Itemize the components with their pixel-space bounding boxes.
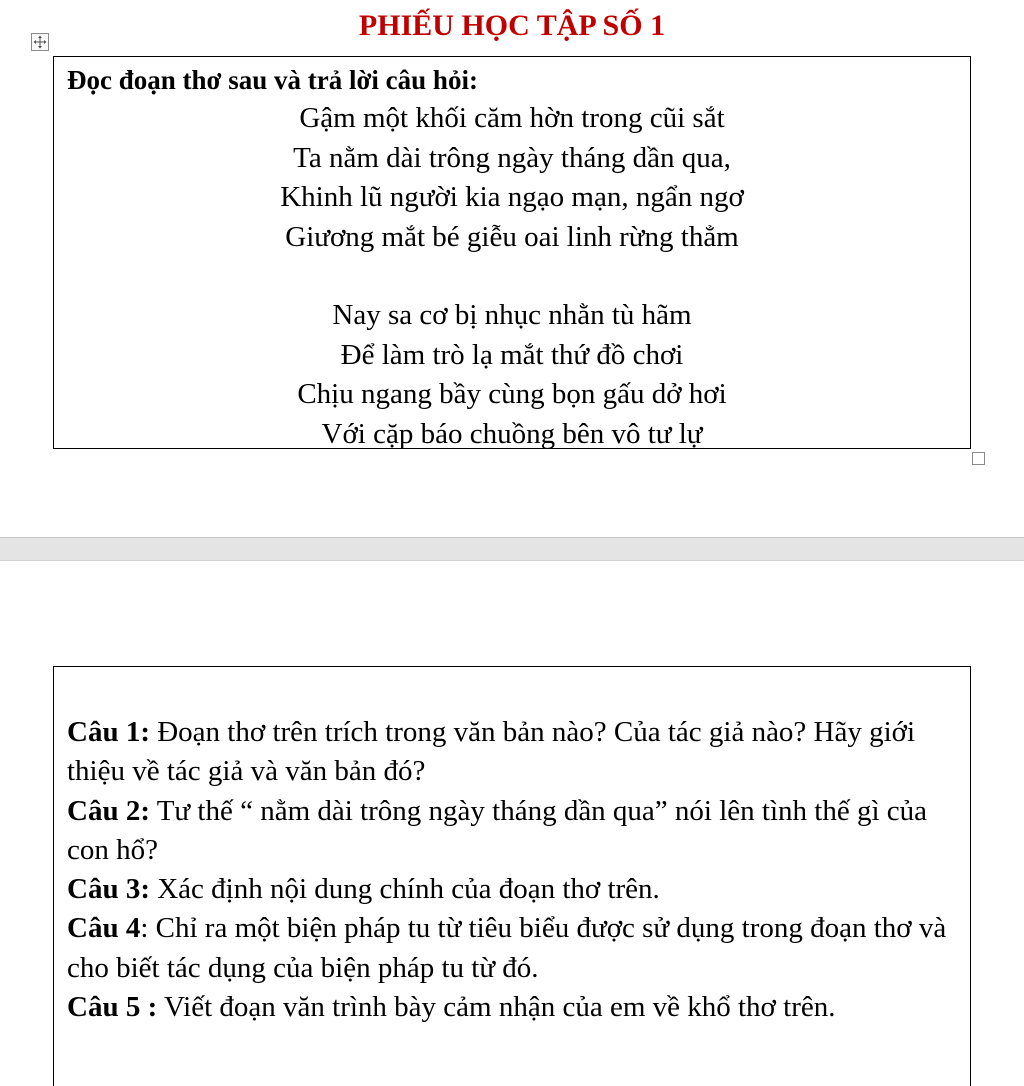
table-move-handle-icon[interactable]: [31, 33, 49, 51]
poem-line: Giương mắt bé giễu oai linh rừng thẳm: [285, 220, 739, 253]
question-item: [67, 988, 967, 1027]
poem-line: Với cặp báo chuồng bên vô tư lự: [321, 417, 703, 449]
poem-excerpt: [54, 99, 970, 449]
question-text: Viết đoạn văn trình bày cảm nhận của em về khổ thơ trên.: [157, 991, 836, 1024]
page-separator: [0, 537, 1024, 561]
poem-line: Khinh lũ người kia ngạo mạn, ngẩn ngơ: [280, 181, 744, 213]
worksheet-title: PHIẾU HỌC TẬP SỐ 1: [358, 9, 666, 42]
question-item: [67, 713, 967, 792]
question-item: [67, 909, 967, 988]
poem-line: Ta nằm dài trông ngày tháng dần qua,: [293, 141, 731, 174]
question-text: : Chỉ ra một biện pháp tu từ tiêu biểu được sử dụng trong đoạn thơ và cho biết tác dụng của biện pháp tu từ đó.: [67, 912, 947, 984]
question-text: Xác định nội dung chính của đoạn thơ trên.: [149, 873, 660, 906]
question-label: Câu 4: [67, 912, 141, 945]
question-label: Câu 5 :: [67, 991, 158, 1024]
question-label: Câu 3:: [67, 873, 150, 906]
poem-line: Chịu ngang bầy cùng bọn gấu dở hơi: [297, 378, 727, 410]
question-item: [67, 870, 967, 909]
poem-line: Để làm trò lạ mắt thứ đồ chơi: [340, 338, 684, 371]
question-text: Tư thế “ nằm dài trông ngày tháng dần qua” nói lên tình thế gì của con hổ?: [67, 794, 928, 866]
reading-instruction: Đọc đoạn thơ sau và trả lời câu hỏi:: [67, 65, 478, 95]
poem-line: Gậm một khối căm hờn trong cũi sắt: [299, 102, 725, 134]
poem-table: [53, 56, 971, 449]
four-way-arrow-icon: [32, 34, 48, 50]
question-list: [67, 713, 967, 1027]
question-text: Đoạn thơ trên trích trong văn bản nào? Của tác giả nào? Hãy giới thiệu về tác giả và văn bản đó?: [67, 716, 916, 788]
question-label: Câu 1:: [67, 716, 150, 748]
question-item: [67, 792, 967, 871]
questions-table: [53, 666, 971, 1086]
poem-line: Nay sa cơ bị nhục nhằn tù hãm: [332, 299, 692, 331]
question-label: Câu 2:: [67, 794, 150, 827]
table-resize-handle-icon[interactable]: [972, 452, 985, 465]
stanza-break: [54, 257, 970, 296]
